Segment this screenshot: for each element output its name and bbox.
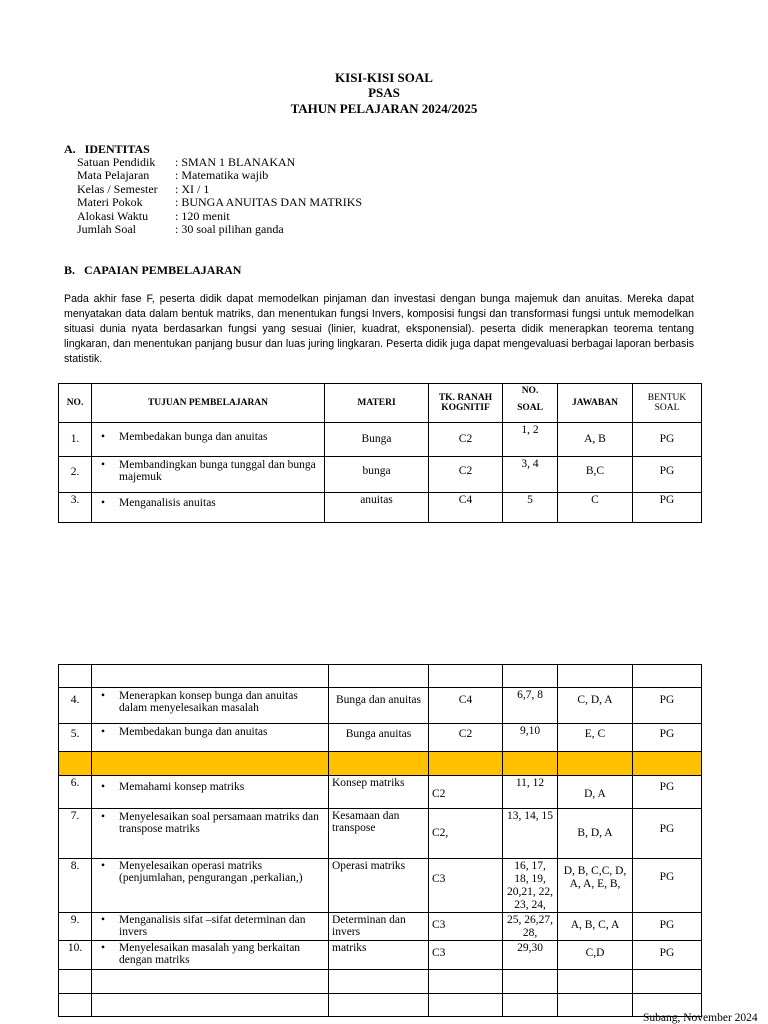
cell-no: 1. [59, 423, 92, 457]
cell-tujuan [92, 688, 329, 724]
bullet-icon: • [101, 860, 106, 872]
cell-materi: Konsep matriks [329, 776, 429, 809]
section-a-title: IDENTITAS [84, 142, 150, 156]
tujuan-text: Membedakan bunga dan anuitas [119, 431, 268, 443]
empty-cell [92, 994, 329, 1017]
identity-value: : BUNGA ANUITAS DAN MATRIKS [175, 195, 363, 210]
bullet-icon: • [101, 459, 106, 471]
cell-jawaban: D, A [558, 776, 633, 809]
table-header-row [59, 384, 702, 423]
section-b-letter: B. [64, 263, 76, 277]
header-soal-line1: NO. [521, 386, 539, 396]
cell-materi: anuitas [325, 493, 429, 523]
table-row [59, 724, 702, 752]
section-b-heading [64, 263, 241, 278]
cell-jawaban: D, B, C,C, D, A, A, E, B, [558, 859, 633, 913]
header-bentuk [633, 384, 702, 423]
cell-materi: Operasi matriks [329, 859, 429, 913]
cell-no: 9. [59, 913, 92, 941]
header-ranah-line1: TK. RANAH [438, 393, 493, 403]
cell-ranah: C3 [429, 859, 503, 913]
cell-jawaban: A, B, C, A [558, 913, 633, 941]
empty-cell [329, 665, 429, 688]
empty-cell [329, 994, 429, 1017]
empty-cell [429, 994, 503, 1017]
empty-cell [503, 752, 558, 776]
empty-cell [429, 970, 503, 994]
identity-value: : SMAN 1 BLANAKAN [175, 155, 296, 169]
cell-no: 2. [59, 457, 92, 493]
cell-jawaban: C,D [558, 941, 633, 970]
empty-cell [558, 665, 633, 688]
header-ranah [429, 384, 503, 423]
cell-no: 5. [59, 724, 92, 752]
cell-jawaban: C, D, A [558, 688, 633, 724]
cell-tujuan [92, 941, 329, 970]
tujuan-text: Menerapkan konsep bunga dan anuitas dalam menyelesaikan masalah [119, 690, 298, 714]
cell-jawaban: B, D, A [558, 809, 633, 859]
cell-bentuk: PG [633, 457, 702, 493]
doc-title: KISI-KISI SOAL [335, 70, 433, 85]
identity-value: : 120 menit [175, 208, 230, 223]
cell-soal: 6,7, 8 [503, 688, 558, 724]
header-no: NO. [59, 384, 92, 423]
tujuan-text: Menyelesaikan soal persamaan matriks dan transpose matriks [119, 811, 319, 835]
cell-no: 3. [59, 493, 92, 523]
cell-bentuk: PG [633, 913, 702, 941]
cell-bentuk: PG [633, 423, 702, 457]
cell-tujuan [92, 423, 325, 457]
cell-ranah: C4 [429, 688, 503, 724]
place-date: Subang, November 2024 [643, 1012, 758, 1024]
cell-tujuan [92, 724, 329, 752]
tujuan-text: Menyelesaikan masalah yang berkaitan dengan matriks [119, 942, 301, 966]
section-b-title: CAPAIAN PEMBELAJARAN [84, 263, 242, 277]
cell-soal: 9,10 [503, 724, 558, 752]
identity-row [77, 210, 362, 223]
identity-row [77, 156, 362, 169]
table-row [59, 809, 702, 859]
doc-subtitle-year: TAHUN PELAJARAN 2024/2025 [290, 101, 478, 116]
cell-materi: Determinan dan invers [329, 913, 429, 941]
cell-tujuan [92, 859, 329, 913]
cell-soal: 5 [503, 493, 558, 523]
bullet-icon: • [101, 690, 106, 702]
identity-row [77, 183, 362, 196]
header-ranah-line2: KOGNITIF [441, 403, 490, 413]
empty-cell [633, 752, 702, 776]
kisi-table-2 [58, 664, 702, 1017]
cell-jawaban: E, C [558, 724, 633, 752]
cell-jawaban: B,C [558, 457, 633, 493]
identity-row [77, 196, 362, 209]
header-bentuk-line2: SOAL [654, 403, 680, 413]
bullet-icon: • [101, 431, 106, 443]
empty-row [59, 665, 702, 688]
bullet-icon: • [101, 781, 106, 793]
cell-ranah: C2 [429, 423, 503, 457]
identity-value: : Matematika wajib [175, 168, 269, 183]
cell-tujuan [92, 457, 325, 493]
cell-soal: 3, 4 [503, 457, 558, 493]
empty-cell [92, 970, 329, 994]
table-row [59, 423, 702, 457]
cell-tujuan [92, 776, 329, 809]
table-row [59, 859, 702, 913]
identity-label: Mata Pelajaran [77, 168, 150, 183]
empty-cell [59, 970, 92, 994]
cell-bentuk: PG [633, 941, 702, 970]
identity-label: Jumlah Soal [77, 222, 136, 237]
cell-ranah: C4 [429, 493, 503, 523]
cell-no: 7. [59, 809, 92, 859]
cell-ranah: C3 [429, 913, 503, 941]
empty-cell [633, 970, 702, 994]
tujuan-text: Memahami konsep matriks [119, 781, 245, 793]
table-row [59, 688, 702, 724]
table-row [59, 493, 702, 523]
table-row [59, 941, 702, 970]
bullet-icon: • [101, 497, 106, 509]
header-jawaban: JAWABAN [558, 384, 633, 423]
bullet-icon: • [101, 914, 106, 926]
bullet-icon: • [101, 811, 106, 823]
empty-cell [503, 665, 558, 688]
cell-tujuan [92, 913, 329, 941]
cell-bentuk: PG [633, 688, 702, 724]
empty-cell [92, 665, 329, 688]
empty-cell [329, 752, 429, 776]
cell-materi: Bunga dan anuitas [329, 688, 429, 724]
cell-bentuk: PG [633, 493, 702, 523]
cell-soal: 16, 17, 18, 19, 20,21, 22, 23, 24, [503, 859, 558, 913]
identity-list [77, 156, 362, 236]
empty-cell [558, 994, 633, 1017]
header-materi: MATERI [325, 384, 429, 423]
cell-ranah: C2, [429, 809, 503, 859]
cell-ranah: C3 [429, 941, 503, 970]
kisi-table-1 [58, 383, 702, 523]
cell-bentuk: PG [633, 859, 702, 913]
cell-soal: 11, 12 [503, 776, 558, 809]
empty-cell [503, 994, 558, 1017]
cell-materi: Bunga anuitas [329, 724, 429, 752]
bullet-icon: • [101, 942, 106, 954]
empty-cell [59, 994, 92, 1017]
cell-tujuan [92, 493, 325, 523]
tujuan-text: Menganalisis sifat –sifat determinan dan invers [119, 914, 306, 938]
empty-cell [558, 752, 633, 776]
identity-value: : XI / 1 [175, 181, 210, 196]
identity-row [77, 169, 362, 182]
table-row [59, 776, 702, 809]
table-row [59, 913, 702, 941]
cell-no: 4. [59, 688, 92, 724]
empty-cell [558, 970, 633, 994]
table-row [59, 457, 702, 493]
cell-ranah: C2 [429, 457, 503, 493]
cell-materi: Bunga [325, 423, 429, 457]
cell-jawaban: A, B [558, 423, 633, 457]
highlight-row [59, 752, 702, 776]
cell-bentuk: PG [633, 776, 702, 809]
doc-subtitle-psas: PSAS [368, 85, 400, 100]
empty-cell [59, 752, 92, 776]
cell-soal: 1, 2 [503, 423, 558, 457]
cell-soal: 29,30 [503, 941, 558, 970]
header-tujuan: TUJUAN PEMBELAJARAN [92, 384, 325, 423]
identity-label: Satuan Pendidik [77, 155, 156, 169]
cell-soal: 13, 14, 15 [503, 809, 558, 859]
empty-cell [429, 665, 503, 688]
cell-tujuan [92, 809, 329, 859]
cell-no: 6. [59, 776, 92, 809]
cell-bentuk: PG [633, 724, 702, 752]
identity-label: Materi Pokok [77, 195, 143, 210]
cell-jawaban: C [558, 493, 633, 523]
identity-label: Kelas / Semester [77, 181, 158, 196]
cell-no: 10. [59, 941, 92, 970]
empty-row [59, 970, 702, 994]
header-soal-line2: SOAL [517, 403, 543, 413]
identity-label: Alokasi Waktu [77, 208, 149, 223]
bullet-icon: • [101, 726, 106, 738]
empty-cell [92, 752, 329, 776]
cell-soal: 25, 26,27, 28, [503, 913, 558, 941]
tujuan-text: Menganalisis anuitas [119, 497, 216, 509]
empty-cell [503, 970, 558, 994]
cell-materi: Kesamaan dan transpose [329, 809, 429, 859]
cell-ranah: C2 [429, 776, 503, 809]
cell-ranah: C2 [429, 724, 503, 752]
cell-materi: matriks [329, 941, 429, 970]
identity-value: : 30 soal pilihan ganda [175, 222, 284, 237]
identity-row [77, 223, 362, 236]
empty-row [59, 994, 702, 1017]
tujuan-text: Membandingkan bunga tunggal dan bunga majemuk [119, 459, 316, 483]
section-a-letter: A. [64, 142, 76, 156]
tujuan-text: Menyelesaikan operasi matriks (penjumlahan, pengurangan ,perkalian,) [119, 860, 303, 884]
tujuan-text: Membedakan bunga dan anuitas [119, 726, 268, 738]
capaian-paragraph: Pada akhir fase F, peserta didik dapat memodelkan pinjaman dan investasi dengan bunga majemuk dan anuitas. Mereka dapat menyatakan data dalam bentuk matriks, dan menentukan fungsi Invers, komposisi fungsi dan transformasi fungsi untuk memodelkan situasi dunia nyata berdasarkan fungsi yang sesuai (linier, kuadrat, eksponensial). peserta didik menerapkan teorema tentang lingkaran, dan menentukan panjang busur dan luas juring lingkaran. Peserta didik juga dapat mengevaluasi berbagai laporan berbasis statistik. [64, 293, 694, 365]
empty-cell [59, 665, 92, 688]
cell-materi: bunga [325, 457, 429, 493]
header-soal [503, 384, 558, 423]
empty-cell [429, 752, 503, 776]
header-bentuk-line1: BENTUK [647, 393, 687, 403]
empty-cell [633, 665, 702, 688]
empty-cell [329, 970, 429, 994]
cell-bentuk: PG [633, 809, 702, 859]
cell-no: 8. [59, 859, 92, 913]
